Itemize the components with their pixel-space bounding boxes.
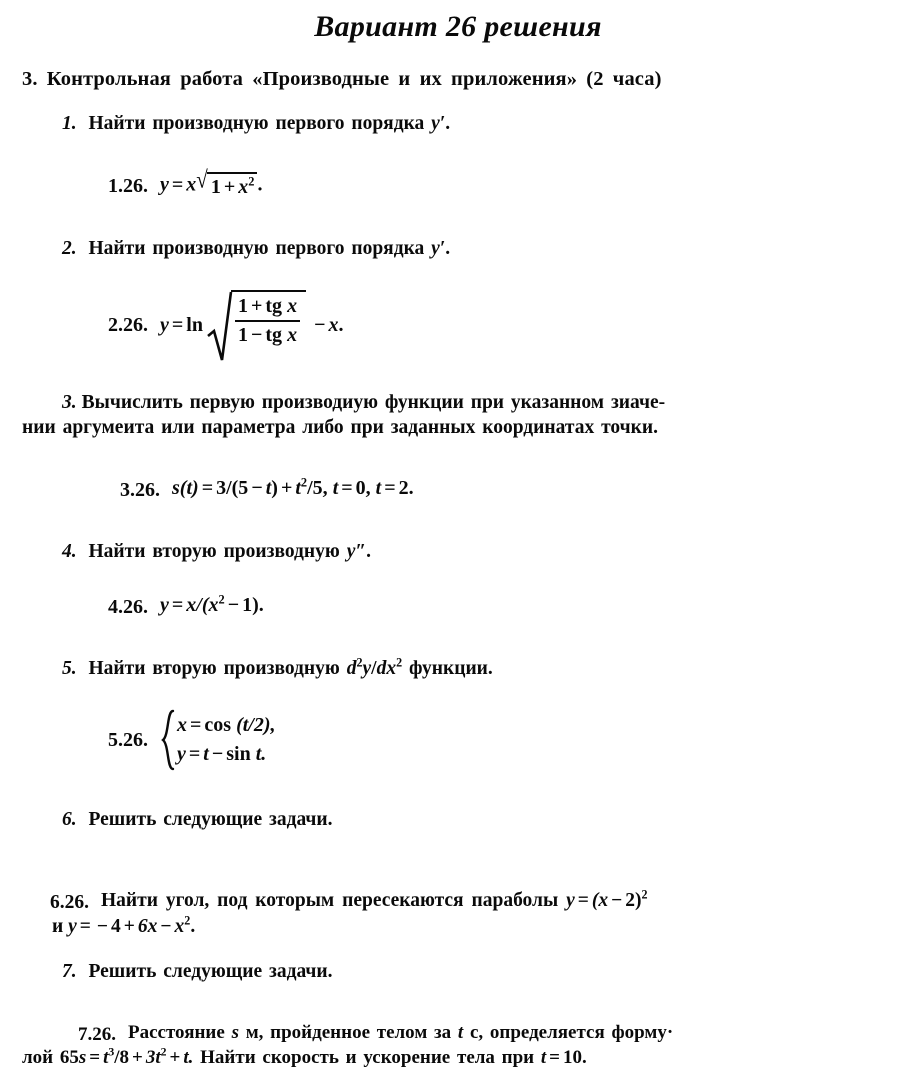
t-variable: t xyxy=(540,1047,547,1069)
radical-sign: √ xyxy=(196,165,208,194)
constant-one: 1). xyxy=(242,593,264,616)
task-2-prompt-tail: . xyxy=(445,238,451,260)
task-6-number: 6. xyxy=(62,809,77,831)
task-group-4 xyxy=(0,539,916,619)
distance-symbol: s xyxy=(231,1021,239,1043)
plus-operator-1: + xyxy=(132,1047,143,1069)
exponent: 2 xyxy=(160,1046,167,1060)
first-fraction: 3/(5 xyxy=(216,477,249,500)
spacer xyxy=(0,91,916,111)
radicand xyxy=(207,172,258,200)
formula-2-26-label: 2.26. xyxy=(108,314,148,337)
condition-1-value: 0, xyxy=(355,477,371,500)
task-5-prompt-math xyxy=(346,655,403,679)
numerator-open: x/( xyxy=(186,593,209,616)
task-3-prompt xyxy=(0,390,916,415)
task-7-number: 7. xyxy=(62,961,77,983)
denominator-function: tg xyxy=(265,323,283,346)
task-7-prompt-text: Решить следующие задачи. xyxy=(88,961,333,983)
p1-lhs: y xyxy=(566,889,575,911)
task-4-prompt-text: Найти вторую производную xyxy=(88,541,340,563)
formula-7-26-line2 xyxy=(0,1046,916,1070)
task-group-1 xyxy=(0,111,916,200)
row-1-argument: (t/2), xyxy=(236,714,276,737)
row-1-lhs: x xyxy=(177,714,187,737)
over-eight: /8 xyxy=(114,1047,130,1069)
exponent: 2 xyxy=(218,592,225,607)
task-3-number: 3. xyxy=(62,391,77,413)
condition-1-variable: t xyxy=(332,477,339,500)
denominator-variable: x xyxy=(287,323,298,346)
task-group-6 xyxy=(0,807,916,939)
task-2-prompt-text: Найти производную первого порядка xyxy=(88,238,425,260)
condition-2-variable: t xyxy=(375,477,382,500)
t-term: t. xyxy=(183,1047,194,1069)
time-symbol: t xyxy=(457,1021,464,1043)
condition-1-equals: = xyxy=(341,477,353,500)
task-4-prompt-tail: . xyxy=(366,541,371,563)
s-symbol: s xyxy=(78,1047,87,1069)
spacer xyxy=(0,771,916,807)
line1-part-d: с, определяется форму· xyxy=(469,1021,674,1043)
line2-part-a: лой xyxy=(22,1047,54,1069)
formula-6-26-expression xyxy=(101,889,648,913)
equals-sign: = xyxy=(201,477,214,500)
x-variable: x xyxy=(208,593,219,616)
numerator-operator: + xyxy=(250,294,263,317)
equals-sign: = xyxy=(171,593,184,616)
dx-symbol: dx xyxy=(376,657,397,679)
task-6-prompt-text: Решить следующие задачи. xyxy=(88,809,333,831)
tail-operator: − xyxy=(314,314,326,337)
d-symbol: d xyxy=(346,657,357,679)
task-5-prompt-post: функции. xyxy=(408,657,493,679)
task-1-prompt xyxy=(0,111,916,136)
y-symbol: y xyxy=(362,657,372,679)
p1-open: (x xyxy=(591,889,609,911)
row-2-variable: t. xyxy=(255,743,267,766)
exponent: 2 xyxy=(396,655,403,670)
system-row-1 xyxy=(177,711,276,740)
numerator-variable: x xyxy=(287,294,298,317)
line2-part-b: Найти скорость и ускорение тела при xyxy=(200,1047,535,1069)
exponent: 3 xyxy=(108,1046,115,1060)
task-1-prompt-text: Найти производную первого порядка xyxy=(88,113,425,135)
formula-7-26-line1-text xyxy=(128,1021,673,1045)
denominator-first-term: 1 xyxy=(237,323,248,346)
formula-7-26-line2-text xyxy=(22,1046,587,1070)
left-brace-icon xyxy=(160,709,175,771)
spacer xyxy=(0,262,916,290)
t-base: t xyxy=(103,1047,109,1069)
equals-sign: = xyxy=(549,1047,560,1069)
radicand-operator: + xyxy=(223,176,236,199)
p1-constant: 2) xyxy=(625,889,642,911)
lhs-symbol: y xyxy=(160,593,169,616)
equals-sign: = xyxy=(171,174,184,197)
lhs-symbol: y xyxy=(160,174,169,197)
radicand-second-term: x xyxy=(238,176,249,199)
square-root-icon xyxy=(207,290,306,362)
formula-3-26-expression xyxy=(172,476,414,501)
minus-operator: − xyxy=(251,477,263,500)
spacer xyxy=(0,985,916,1021)
p2-lhs: y xyxy=(68,915,77,937)
p2-four: 4 xyxy=(111,915,121,937)
period: . xyxy=(257,174,263,197)
minus-operator: − xyxy=(227,593,240,616)
p2-negative-sign: − xyxy=(96,915,109,937)
conjunction: и xyxy=(52,915,64,937)
over-five: /5, xyxy=(307,477,328,500)
spacer xyxy=(0,620,916,656)
condition-2-equals: = xyxy=(384,477,396,500)
task-7-prompt xyxy=(0,959,916,984)
task-6-26-text: Найти угол, под которым пересекаются параболы xyxy=(101,889,559,911)
formula-7-26-label: 7.26. xyxy=(78,1023,116,1045)
p1-equals: = xyxy=(577,889,589,911)
function-name: s xyxy=(172,477,180,500)
time-condition xyxy=(541,1047,587,1068)
task-5-number: 5. xyxy=(62,657,77,679)
p2-equals: = xyxy=(79,915,91,937)
three-t-base: 3t xyxy=(145,1047,161,1069)
page-title: Вариант 26 решения xyxy=(314,10,602,43)
formula-7-26-line1 xyxy=(0,1021,916,1047)
period: . xyxy=(338,314,344,337)
p2-plus: + xyxy=(123,915,135,937)
formula-4-26 xyxy=(0,593,916,620)
p1-minus: − xyxy=(611,889,623,911)
equals-sign: = xyxy=(89,1047,101,1069)
row-2-function: sin xyxy=(226,743,251,766)
radicand xyxy=(231,290,306,362)
line1-unit: м, xyxy=(245,1021,264,1043)
task-2-number: 2. xyxy=(62,238,77,260)
task-5-prompt xyxy=(0,656,916,681)
plus-operator: + xyxy=(280,477,293,500)
spacer xyxy=(0,869,916,889)
exponent: 2 xyxy=(641,887,648,901)
formula-3-26 xyxy=(0,476,916,503)
distance-equation xyxy=(60,1047,194,1068)
row-1-function: cos xyxy=(204,714,232,737)
task-4-prompt-math: y″ xyxy=(346,541,367,563)
task-6-prompt xyxy=(0,807,916,832)
formula-5-26-label: 5.26. xyxy=(108,728,148,751)
spacer xyxy=(0,939,916,959)
formula-1-26-expression xyxy=(160,165,263,200)
exponent: 2 xyxy=(300,475,308,490)
task-group-2 xyxy=(0,236,916,361)
task-1-number: 1. xyxy=(62,113,77,135)
p2-minus: − xyxy=(160,915,172,937)
formula-2-26-expression xyxy=(160,290,343,362)
exponent: 2 xyxy=(248,174,255,189)
task-group-5 xyxy=(0,656,916,771)
numerator-first-term: 1 xyxy=(237,294,248,317)
p2-x: x xyxy=(174,915,185,937)
task-1-prompt-math: y′ xyxy=(431,113,446,135)
spacer xyxy=(0,200,916,236)
function-argument: (t) xyxy=(179,477,199,500)
line1-part-a: Расстояние xyxy=(128,1021,225,1043)
spacer xyxy=(0,136,916,172)
radicand-first-term: 1 xyxy=(210,176,221,199)
task-group-7 xyxy=(0,959,916,1070)
t-squared-base: t xyxy=(295,477,301,500)
exponent: 2 xyxy=(184,913,191,928)
parabola-1 xyxy=(566,887,648,911)
period: . xyxy=(190,915,196,937)
close-paren: ) xyxy=(271,477,278,500)
exponent: 2 xyxy=(356,655,363,670)
fraction-numerator xyxy=(235,294,300,320)
spacer xyxy=(0,362,916,390)
row-2-operator: − xyxy=(211,743,224,766)
formula-4-26-expression xyxy=(160,593,264,618)
spacer xyxy=(0,833,916,869)
fraction-denominator xyxy=(235,320,300,348)
formula-2-26 xyxy=(0,290,916,362)
factor-symbol: x xyxy=(186,174,197,197)
task-1-prompt-tail: . xyxy=(445,113,451,135)
system-row-2 xyxy=(177,740,276,769)
parabola-2 xyxy=(68,913,196,937)
square-root-icon xyxy=(196,165,257,200)
spacer xyxy=(0,503,916,539)
task-4-number: 4. xyxy=(62,541,77,563)
formula-5-26 xyxy=(0,709,916,771)
tail-variable: x xyxy=(328,314,339,337)
row-2-lhs: y xyxy=(177,743,186,766)
formula-1-26 xyxy=(0,165,916,200)
slash: / xyxy=(371,657,377,679)
numerator-function: tg xyxy=(265,294,283,317)
coefficient-65: 65 xyxy=(59,1047,79,1069)
formula-6-26 xyxy=(0,889,916,915)
task-4-prompt xyxy=(0,539,916,564)
equals-sign: = xyxy=(171,314,184,337)
spacer xyxy=(0,440,916,476)
natural-log-operator: ln xyxy=(186,314,203,337)
equation-system xyxy=(160,709,276,771)
spacer xyxy=(0,681,916,709)
fraction xyxy=(235,294,300,348)
p2-six-x: 6x xyxy=(137,915,158,937)
formula-1-26-label: 1.26. xyxy=(108,175,148,198)
row-2-equals: = xyxy=(188,743,201,766)
section-heading: 3. Контрольная работа «Производные и их приложения» (2 часа) xyxy=(22,67,662,90)
row-2-t: t xyxy=(203,743,209,766)
t-variable: t xyxy=(265,477,272,500)
denominator-operator: − xyxy=(250,323,263,346)
lhs-symbol: y xyxy=(160,314,169,337)
spacer xyxy=(0,565,916,593)
system-rows xyxy=(177,709,276,771)
line1-part-c: пройденное телом за xyxy=(270,1021,452,1043)
formula-6-26-line2-expression xyxy=(52,915,195,939)
task-2-prompt xyxy=(0,236,916,261)
row-1-equals: = xyxy=(190,714,202,737)
condition-2-value: 2. xyxy=(398,477,414,500)
formula-3-26-label: 3.26. xyxy=(120,479,160,502)
formula-6-26-label: 6.26. xyxy=(50,891,89,913)
task-3-prompt-line1: Вычислить первую производиую функции при указанном зиаче- xyxy=(81,391,666,413)
radical-sign xyxy=(207,290,233,362)
task-group-3 xyxy=(0,390,916,504)
task-2-prompt-math: y′ xyxy=(431,238,446,260)
plus-operator-2: + xyxy=(169,1047,181,1069)
task-3-prompt-line2: нии аргумеита или параметра либо при заданных координатах точки. xyxy=(22,417,658,439)
formula-4-26-label: 4.26. xyxy=(108,595,148,618)
task-5-prompt-pre: Найти вторую производную xyxy=(88,657,340,679)
formula-6-26-line2 xyxy=(0,915,916,939)
t-value: 10. xyxy=(563,1047,587,1069)
